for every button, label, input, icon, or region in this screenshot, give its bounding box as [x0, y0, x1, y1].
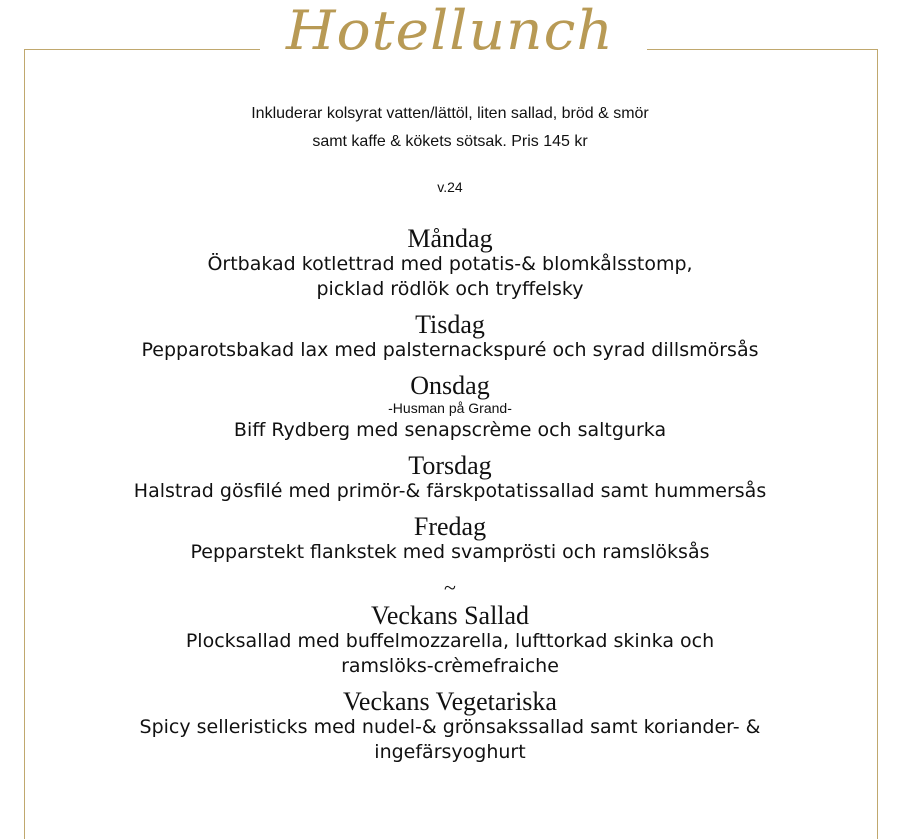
- dish-line: Plocksallad med buffelmozzarella, lufttorkad skinka och: [185, 630, 715, 652]
- special-section-salad: [0, 602, 900, 679]
- day-heading: Onsdag: [410, 371, 490, 400]
- day-section-tuesday: [0, 311, 900, 363]
- dish-line: Örtbakad kotlettrad med potatis-& blomkålsstomp,: [207, 253, 693, 275]
- day-heading: Tisdag: [415, 310, 485, 339]
- intro-line-2: samt kaffe & kökets sötsak. Pris 145 kr: [312, 133, 588, 150]
- day-section-thursday: [0, 452, 900, 504]
- dish-line: picklad rödlök och tryffelsky: [316, 278, 584, 300]
- day-heading: Måndag: [407, 224, 493, 253]
- dish-line: ramslöks-crèmefraiche: [341, 655, 559, 677]
- dish-line: Pepparotsbakad lax med palsternackspuré och syrad dillsmörsås: [141, 339, 759, 361]
- menu-list: [0, 225, 900, 774]
- special-heading: Veckans Vegetariska: [343, 687, 557, 716]
- day-subtitle: -Husman på Grand-: [388, 400, 512, 416]
- special-heading: Veckans Sallad: [370, 601, 530, 630]
- day-section-wednesday: [0, 372, 900, 443]
- day-heading: Fredag: [413, 512, 487, 541]
- dish-line: Spicy selleristicks med nudel-& grönsakssallad samt koriander- &: [139, 716, 761, 738]
- dish-line: Pepparstekt flankstek med svamprösti och ramslöksås: [190, 541, 710, 563]
- special-section-vegetarian: [0, 688, 900, 765]
- week-label: v.24: [437, 179, 463, 195]
- menu-title: Hotellunch: [285, 0, 614, 62]
- dish-line: Biff Rydberg med senapscrème och saltgurka: [233, 419, 667, 441]
- dish-line: ingefärsyoghurt: [374, 741, 526, 763]
- intro-line-1: Inkluderar kolsyrat vatten/lättöl, liten sallad, bröd & smör: [251, 105, 649, 122]
- day-section-monday: [0, 225, 900, 302]
- dish-line: Halstrad gösfilé med primör-& färskpotatissallad samt hummersås: [133, 480, 767, 502]
- day-section-friday: [0, 513, 900, 565]
- tilde-divider: ~: [444, 575, 456, 600]
- day-heading: Torsdag: [408, 451, 492, 480]
